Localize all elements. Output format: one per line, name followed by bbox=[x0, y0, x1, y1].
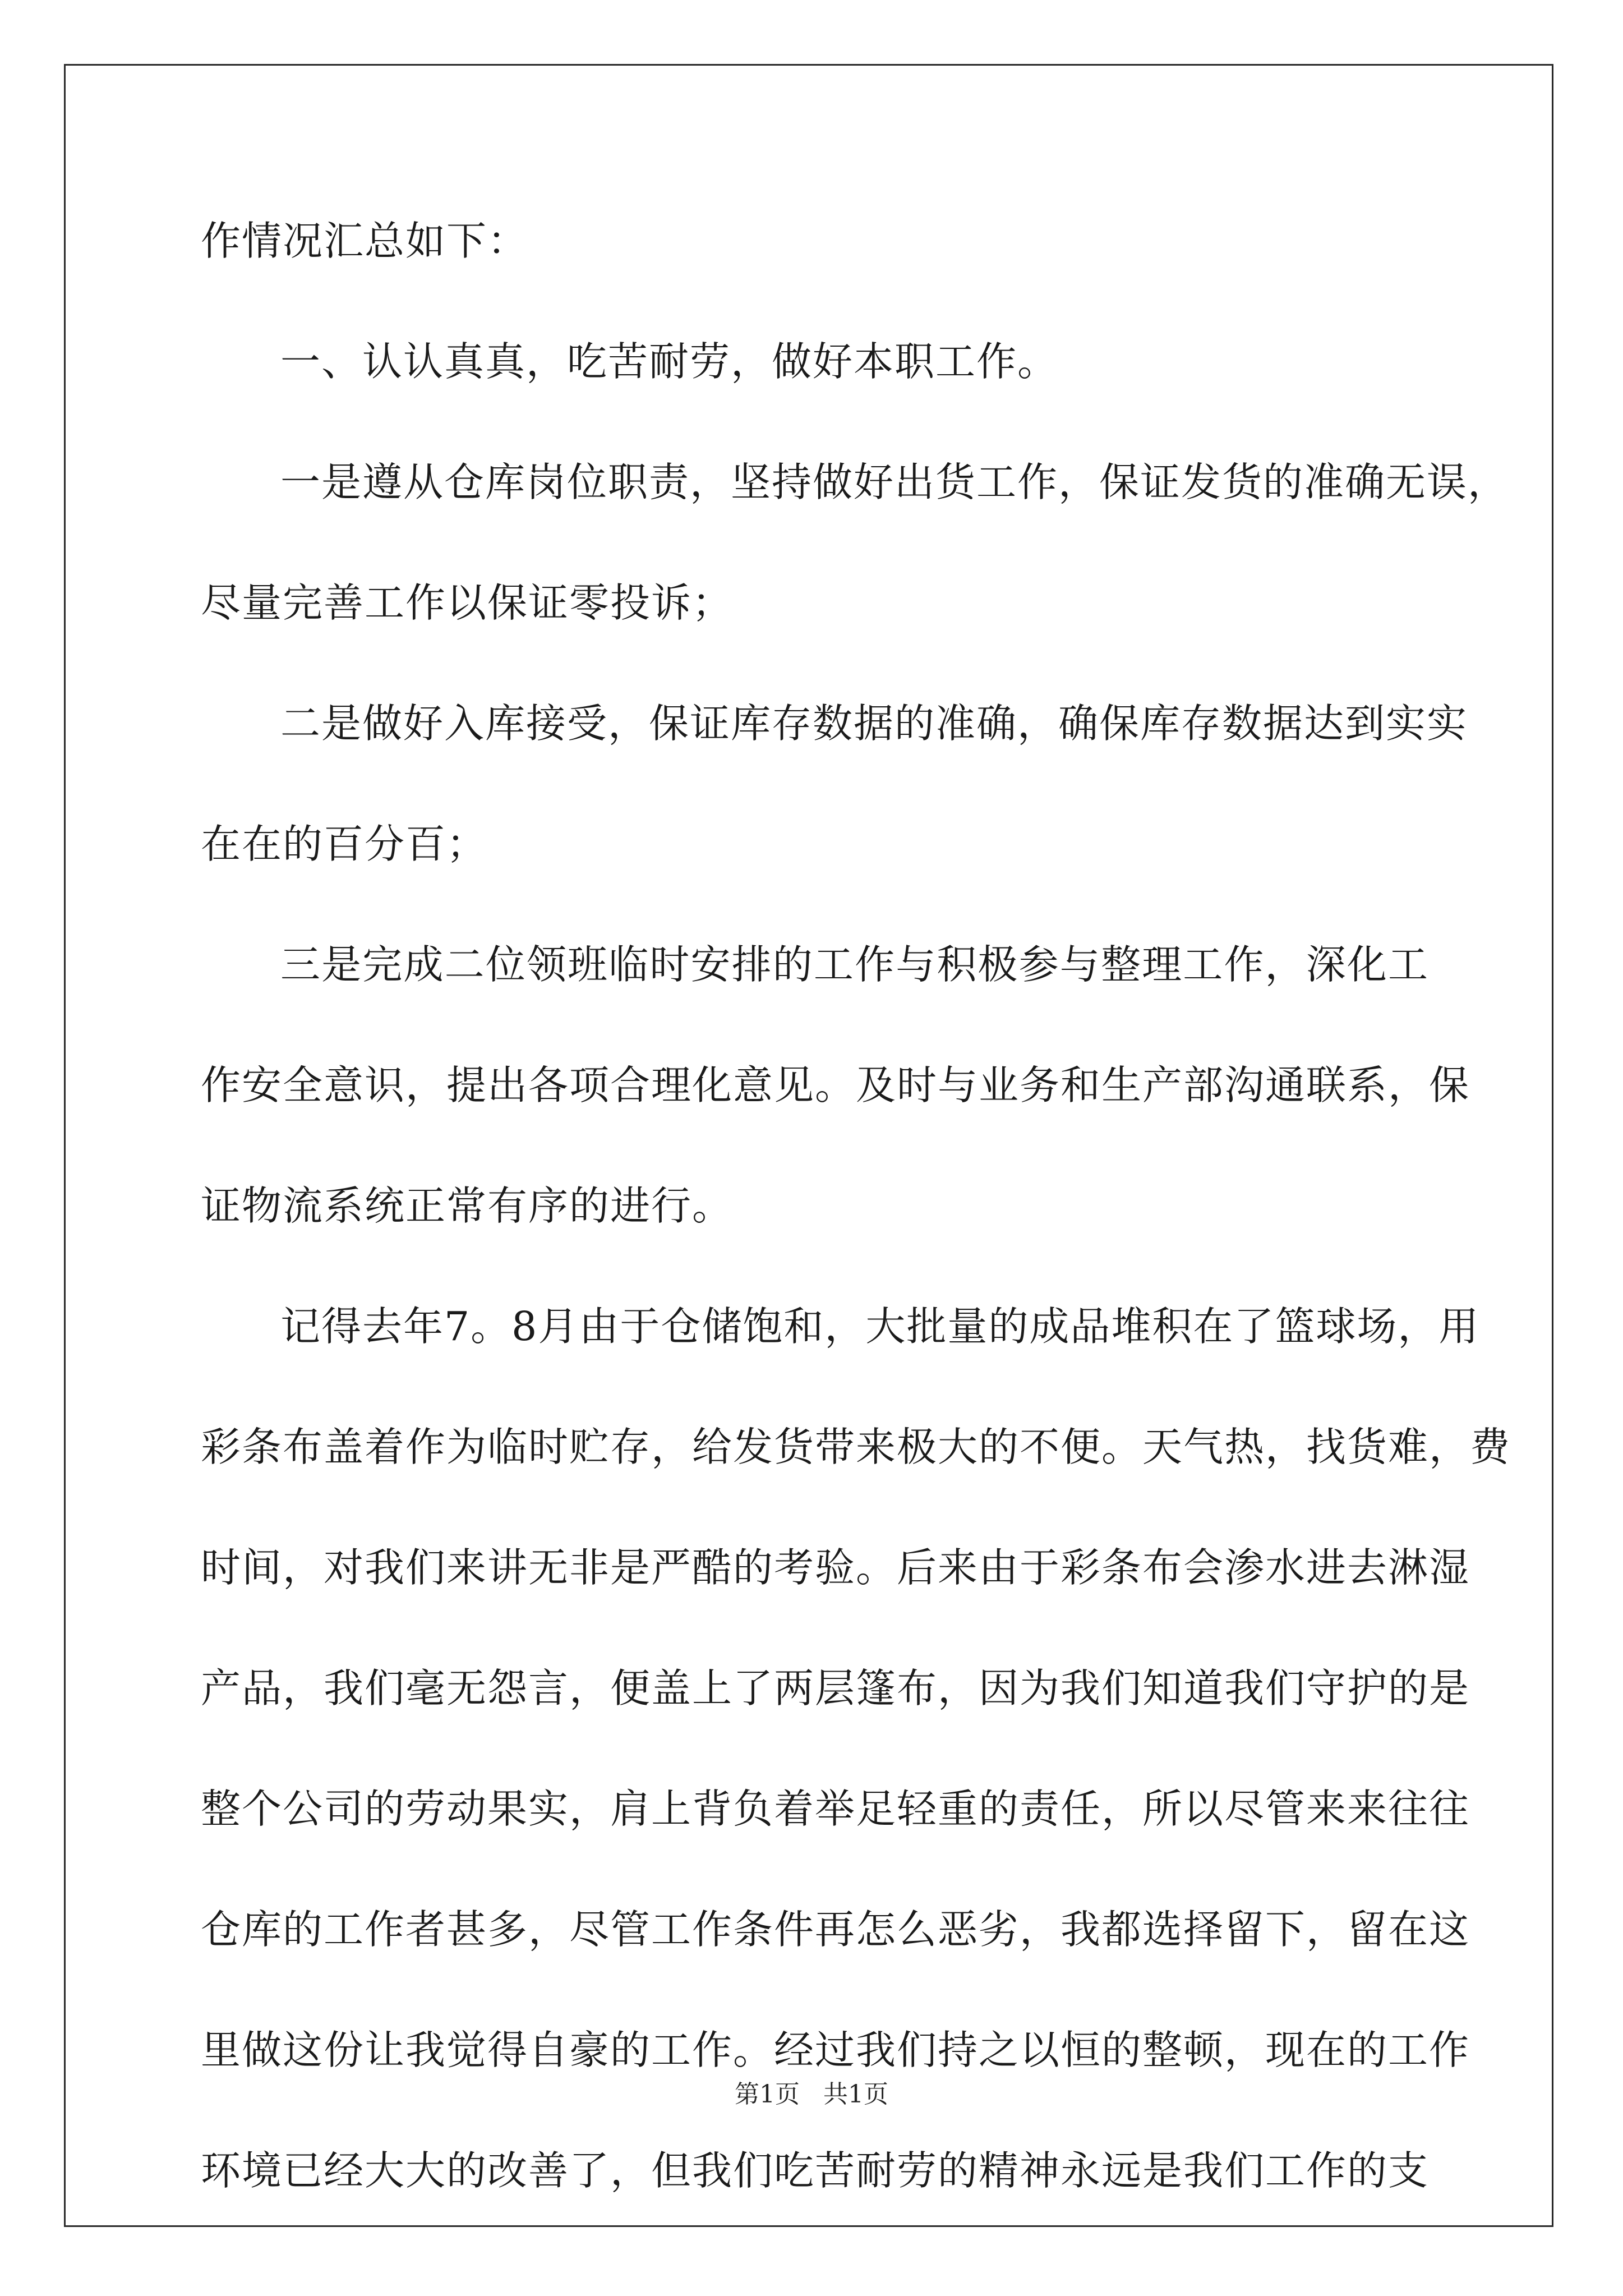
text-line-16: 里做这份让我觉得自豪的工作。经过我们持之以恒的整顿，现在的工作 bbox=[201, 2027, 1470, 2073]
text-line-10: 记得去年7。8月由于仓储饱和，大批量的成品堆积在了篮球场，用 bbox=[280, 1303, 1480, 1350]
text-line-17: 环境已经大大的改善了，但我们吃苦耐劳的精神永远是我们工作的支 bbox=[201, 2147, 1430, 2194]
text-line-13: 产品，我们毫无怨言，便盖上了两层篷布，因为我们知道我们守护的是 bbox=[201, 1665, 1470, 1711]
text-line-6: 在在的百分百； bbox=[201, 821, 488, 867]
text-line-11: 彩条布盖着作为临时贮存，给发货带来极大的不便。天气热，找货难，费 bbox=[201, 1424, 1511, 1470]
text-line-7: 三是完成二位领班临时安排的工作与积极参与整理工作，深化工 bbox=[280, 941, 1429, 988]
text-line-1: 作情况汇总如下： bbox=[201, 218, 529, 264]
text-line-3: 一是遵从仓库岗位职责，坚持做好出货工作，保证发货的准确无误， bbox=[280, 459, 1509, 505]
text-line-5: 二是做好入库接受，保证库存数据的准确，确保库存数据达到实实 bbox=[280, 700, 1468, 747]
text-line-2: 一、认认真真，吃苦耐劳，做好本职工作。 bbox=[280, 338, 1059, 385]
page-number-footer: 第1页 共1页 bbox=[735, 2080, 888, 2109]
text-line-4: 尽量完善工作以保证零投诉； bbox=[201, 579, 734, 626]
text-line-15: 仓库的工作者甚多，尽管工作条件再怎么恶劣，我都选择留下，留在这 bbox=[201, 1906, 1470, 1953]
text-line-14: 整个公司的劳动果实，肩上背负着举足轻重的责任，所以尽管来来往往 bbox=[201, 1786, 1470, 1832]
text-line-12: 时间，对我们来讲无非是严酷的考验。后来由于彩条布会渗水进去淋湿 bbox=[201, 1544, 1470, 1591]
text-line-8: 作安全意识，提出各项合理化意见。及时与业务和生产部沟通联系，保 bbox=[201, 1062, 1470, 1108]
text-line-9: 证物流系统正常有序的进行。 bbox=[201, 1182, 734, 1229]
